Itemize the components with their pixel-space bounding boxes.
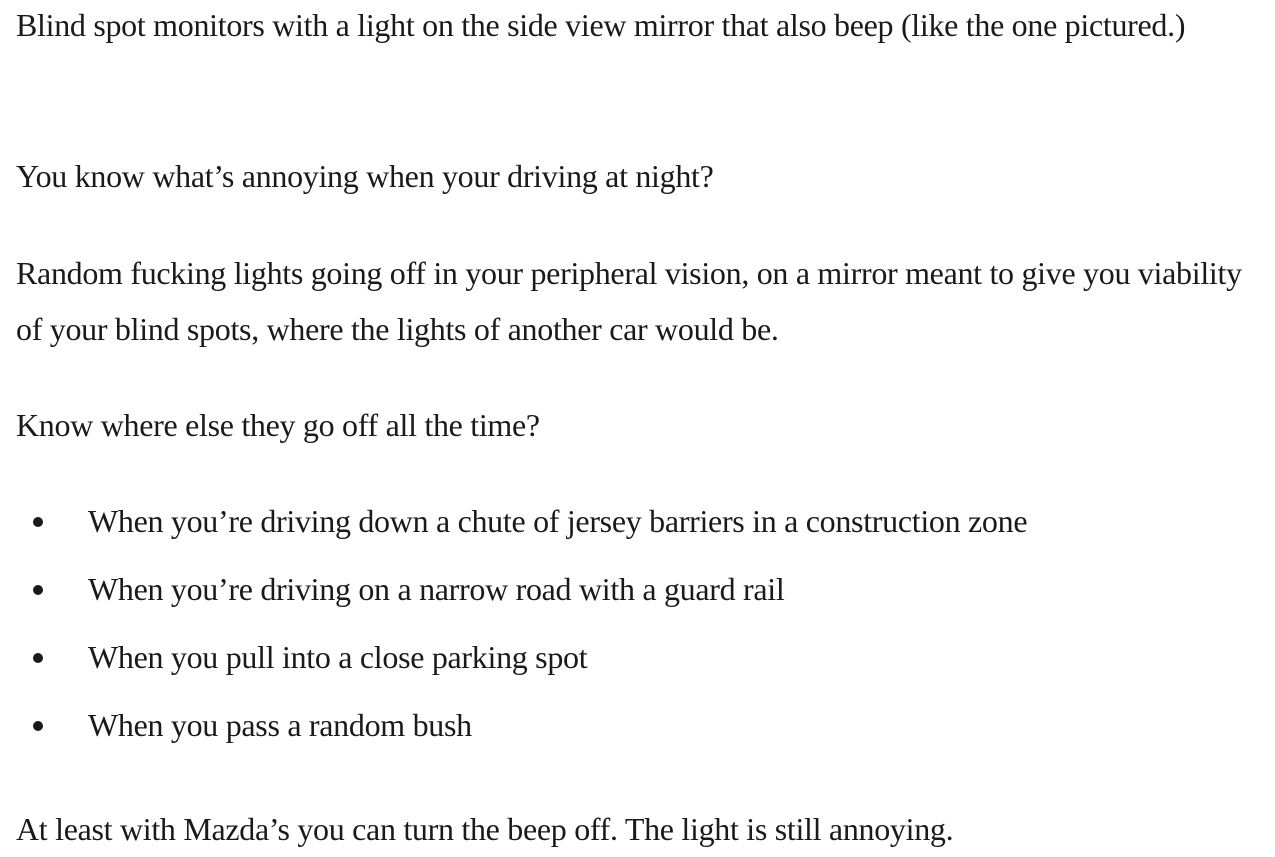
list-item-text: When you’re driving on a narrow road with a guard rail (88, 571, 785, 607)
bullet-icon (33, 517, 43, 527)
list-item-text: When you pass a random bush (88, 707, 472, 743)
bullet-list (16, 493, 1266, 765)
paragraph-intro: Blind spot monitors with a light on the side view mirror that also beep (like the one pictured.) (16, 7, 1186, 43)
bullet-icon (33, 721, 43, 731)
list-item-text: When you pull into a close parking spot (88, 639, 588, 675)
list-item (16, 629, 1266, 697)
list-item (16, 561, 1266, 629)
paragraph-question: You know what’s annoying when your driving at night? (16, 158, 714, 194)
list-item-text: When you’re driving down a chute of jersey barriers in a construction zone (88, 503, 1028, 539)
bullet-icon (33, 653, 43, 663)
bullet-icon (33, 585, 43, 595)
list-item (16, 493, 1266, 561)
paragraph-explanation: Random fucking lights going off in your peripheral vision, on a mirror meant to give you viability of your blind spots, where the lights of another car would be. (16, 255, 1242, 347)
list-item (16, 697, 1266, 765)
paragraph-conclusion: At least with Mazda’s you can turn the beep off. The light is still annoying. (16, 811, 954, 847)
paragraph-list-intro: Know where else they go off all the time? (16, 407, 540, 443)
